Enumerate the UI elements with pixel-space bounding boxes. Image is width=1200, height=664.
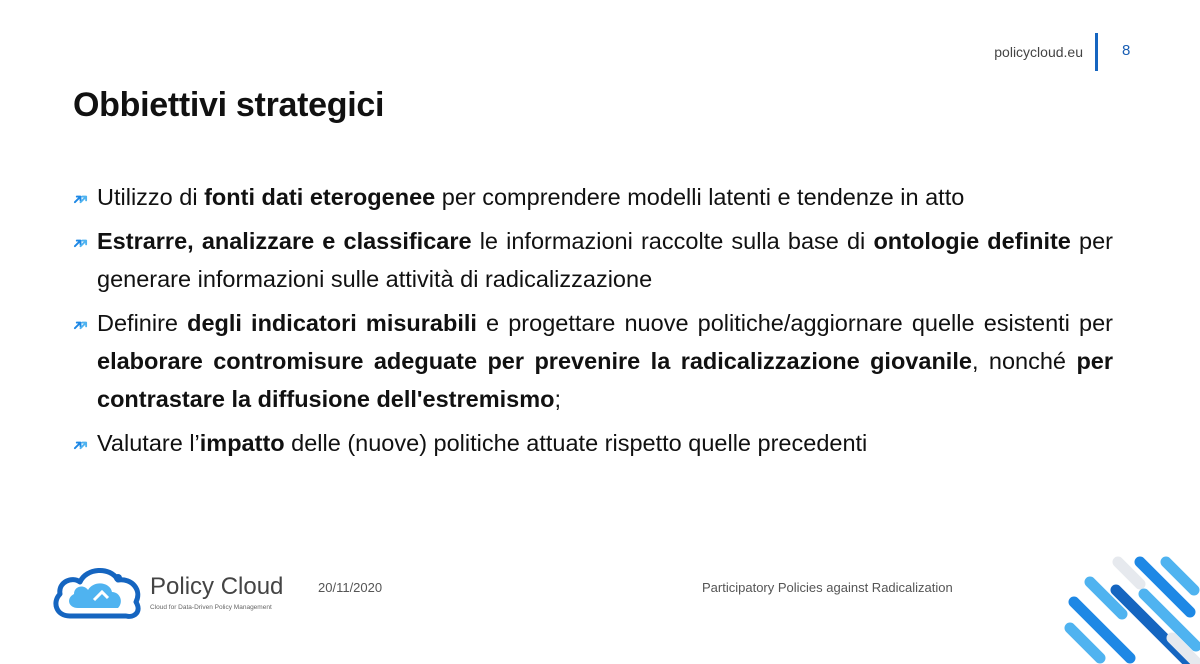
cloud-logo-icon <box>48 562 144 624</box>
bullet-item <box>73 178 1113 216</box>
slide-title: Obbiettivi strategici <box>73 86 385 124</box>
logo-name: Policy Cloud <box>150 573 284 600</box>
bullet-bold-segment: Estrarre, analizzare e classificare <box>97 228 472 254</box>
footer-subject: Participatory Policies against Radicalization <box>702 580 953 595</box>
bullet-segment: ; <box>554 386 561 412</box>
double-slash-arrow-icon <box>73 304 97 342</box>
header-site: policycloud.eu <box>994 44 1083 60</box>
bullet-segment: e progettare nuove politiche/aggiornare quelle esistenti per <box>476 310 1113 336</box>
page-number: 8 <box>1122 42 1131 59</box>
double-slash-arrow-icon <box>73 222 97 260</box>
bullet-text <box>97 424 1113 462</box>
corner-decoration <box>1060 554 1200 664</box>
double-slash-arrow-icon <box>73 178 97 216</box>
bullet-item <box>73 222 1113 298</box>
bullet-segment: Valutare l’ <box>97 430 200 456</box>
bullet-text <box>97 222 1113 298</box>
bullet-bold-segment: impatto <box>199 430 285 456</box>
bullet-bold-segment: fonti dati eterogenee <box>204 184 436 210</box>
footer-logo <box>48 562 283 624</box>
bullet-text <box>97 304 1113 418</box>
bullet-bold-segment: ontologie definite <box>873 228 1071 254</box>
bullet-segment: , nonché <box>971 348 1077 374</box>
bullet-bold-segment: elaborare contromisure adeguate per prevenire la radicalizzazione giovanile <box>97 348 972 374</box>
bullet-segment: delle (nuove) politiche attuate rispetto quelle precedenti <box>284 430 868 456</box>
double-slash-arrow-icon <box>73 424 97 462</box>
bullet-item <box>73 304 1113 418</box>
header-divider <box>1095 33 1098 71</box>
bullet-segment: per comprendere modelli latenti e tendenze in atto <box>435 184 965 210</box>
bullet-text <box>97 178 1113 216</box>
bullet-bold-segment: degli indicatori misurabili <box>187 310 477 336</box>
bullet-segment: le informazioni raccolte sulla base di <box>471 228 874 254</box>
logo-tagline: Cloud for Data-Driven Policy Management <box>150 604 272 611</box>
bullet-segment: Definire <box>97 310 188 336</box>
bullet-segment: per generare informazioni sulle attività di radicalizzazione <box>97 228 1113 292</box>
bullet-bold-segment: per contrastare la diffusione dell'estremismo <box>97 348 1114 412</box>
bullet-segment: Utilizzo di <box>97 184 205 210</box>
footer-date: 20/11/2020 <box>318 580 383 595</box>
bullet-list <box>73 178 1113 468</box>
bullet-item <box>73 424 1113 462</box>
